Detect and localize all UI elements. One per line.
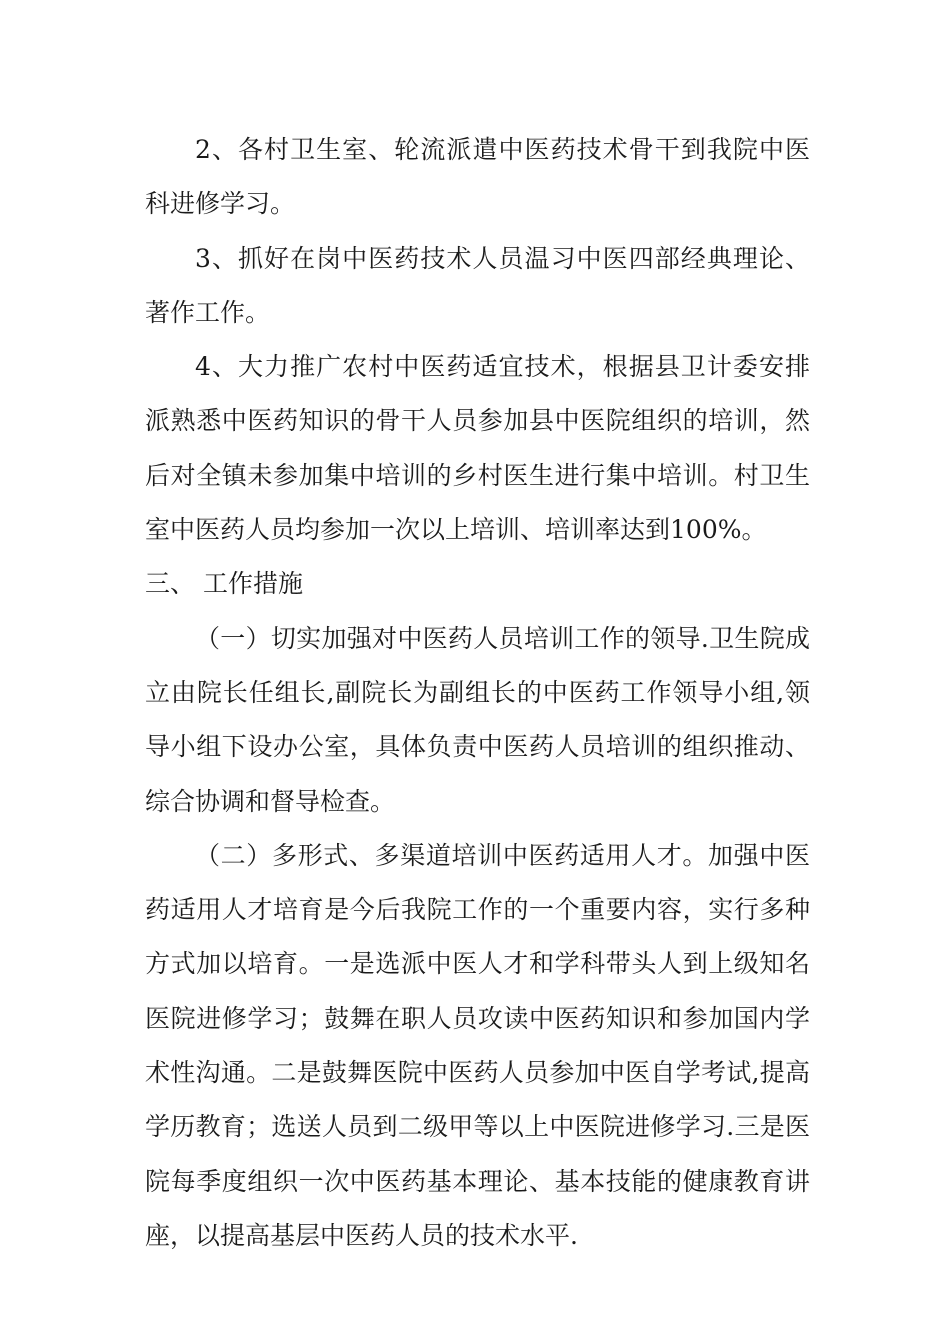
paragraph-measure-2: （二）多形式、多渠道培训中医药适用人才。加强中医药适用人才培育是今后我院工作的一个重要内容，实行多种方式加以培育。一是选派中医人才和学科带头人到上级知名医院进修学习；鼓舞在职人员攻读中医药知识和参加国内学术性沟通。二是鼓舞医院中医药人员参加中医自学考试,提高学历教育；选送人员到二级甲等以上中医院进修学习.三是医院每季度组织一次中医药基本理论、基本技能的健康教育讲座，以提高基层中医药人员的技术水平. xyxy=(145,840,810,1250)
section-heading-work-measures: 三、 工作措施 xyxy=(145,569,303,599)
paragraph-item-2: 2、各村卫生室、轮流派遣中医药技术骨干到我院中医科进修学习。 xyxy=(145,135,810,219)
paragraph-item-4: 4、大力推广农村中医药适宜技术，根据县卫计委安排派熟悉中医药知识的骨干人员参加县中医院组织的培训，然后对全镇未参加集中培训的乡村医生进行集中培训。村卫生室中医药人员均参加一次以上培训、培训率达到100%。 xyxy=(145,352,810,545)
document-page xyxy=(145,123,810,1263)
paragraph-item-3: 3、抓好在岗中医药技术人员温习中医四部经典理论、著作工作。 xyxy=(145,243,810,327)
paragraph-measure-1: （一）切实加强对中医药人员培训工作的领导.卫生院成立由院长任组长,副院长为副组长的中医药工作领导小组,领导小组下设办公室，具体负责中医药人员培训的组织推动、综合协调和督导检查。 xyxy=(145,623,810,816)
